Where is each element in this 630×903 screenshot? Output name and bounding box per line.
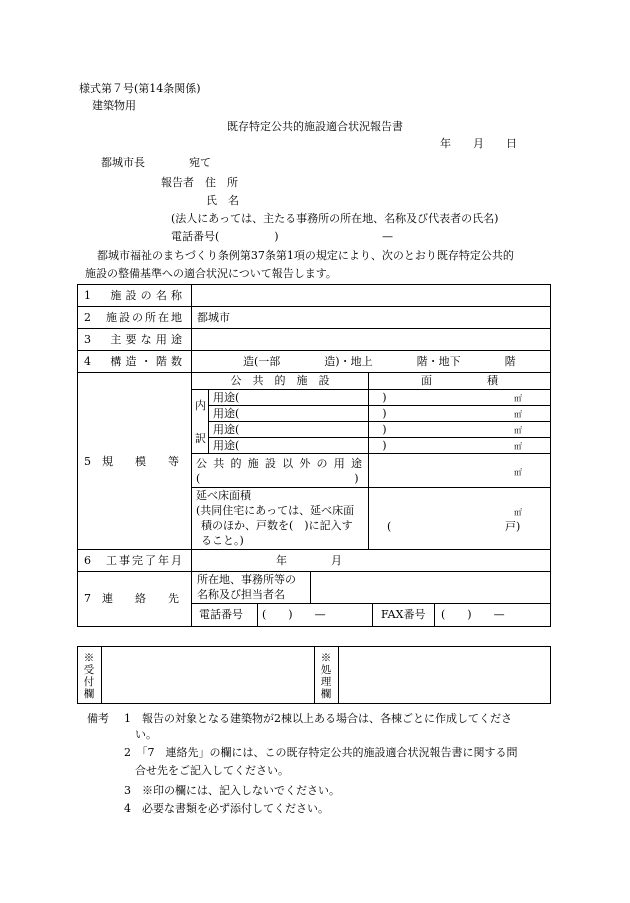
- intro-line-2: 施設の整備基準への適合状況について報告します。: [85, 267, 337, 280]
- sqm-unit: ㎡: [514, 394, 522, 403]
- row-structure-value: 造(一部 造)・地上 階・地下 階: [243, 355, 516, 368]
- use-item: 用途( ): [213, 407, 387, 420]
- addressee: 都城市長 宛て: [101, 156, 211, 169]
- contact-phone-label: 電話番号: [199, 608, 243, 621]
- reporter-address-label: 報告者 住 所: [161, 176, 238, 189]
- contact-phone-value: ( ) —: [262, 608, 326, 621]
- contact-fax-label: FAX番号: [381, 608, 426, 621]
- notes-label: 備考: [87, 712, 109, 725]
- floor-area-line: 積のほか、戸数を( )に記入す: [201, 519, 353, 532]
- scale-header-facility: 公 共 的 施 設: [230, 374, 330, 387]
- corporate-note: (法人にあっては、主たる事務所の所在地、名称及び代表者の氏名): [171, 212, 499, 225]
- scale-header-area: 面 積: [421, 374, 498, 387]
- use-item: 用途( ): [213, 423, 387, 436]
- breakdown-label-2: 訳: [195, 432, 206, 445]
- note-1: 1 報告の対象となる建築物が2棟以上ある場合は、各棟ごとに作成してくださ: [124, 712, 512, 725]
- intro-line-1: 都城市福祉のまちづくり条例第37条第1項の規定により、次のとおり既存特定公共的: [97, 249, 514, 262]
- floor-area-line: ること。): [201, 534, 244, 547]
- units-close: 戸): [505, 520, 521, 533]
- note-3: 3 ※印の欄には、記入しないでください。: [124, 784, 340, 797]
- row-scale-label: 5 規 模 等: [84, 455, 179, 468]
- page-title: 既存特定公共的施設適合状況報告書: [227, 120, 403, 133]
- form-type: 建築物用: [92, 99, 136, 112]
- contact-fax-value: ( ) —: [441, 608, 505, 621]
- reporter-phone-label: 電話番号( ): [171, 230, 279, 243]
- note-1-continued: い。: [135, 728, 157, 741]
- date-line: 年 月 日: [440, 137, 517, 150]
- reporter-phone-dash: —: [382, 230, 393, 243]
- row-structure-label: 4 構造・階数: [84, 355, 182, 368]
- floor-area-line: (共同住宅にあっては、延べ床面: [196, 504, 355, 517]
- row-completion-value: 年 月: [276, 554, 342, 567]
- breakdown-label-1: 内: [195, 399, 206, 412]
- reception-column-label: ※受付欄: [83, 652, 95, 700]
- other-use-label: 公共的施設以外の用途: [196, 457, 362, 470]
- contact-person-line-1: 所在地、事務所等の: [197, 573, 296, 586]
- units-open-paren: (: [387, 520, 392, 533]
- sqm-unit: ㎡: [514, 468, 522, 477]
- row-facility-location-label: 2 施設の所在地: [84, 311, 182, 324]
- form-number: 様式第７号(第14条関係): [79, 82, 201, 95]
- sqm-unit: ㎡: [514, 426, 522, 435]
- sqm-unit: ㎡: [514, 508, 522, 517]
- use-item: 用途( ): [213, 391, 387, 404]
- floor-area-line: 延べ床面積: [196, 489, 251, 502]
- contact-person-line-2: 名称及び担当者名: [197, 588, 285, 601]
- row-main-use-label: 3 主要な用途: [84, 333, 182, 346]
- row-facility-name-label: 1 施設の名称: [84, 289, 182, 302]
- other-use-paren: ( ): [196, 472, 359, 485]
- sqm-unit: ㎡: [514, 410, 522, 419]
- row-contact-label: 7 連 絡 先: [84, 592, 179, 605]
- note-4: 4 必要な書類を必ず添付してください。: [124, 802, 329, 815]
- processing-column-label: ※処理欄: [320, 652, 332, 700]
- note-2-continued: 合せ先をご記入してください。: [135, 764, 289, 777]
- sqm-unit: ㎡: [514, 442, 522, 451]
- row-completion-label: 6 工事完了年月: [84, 554, 182, 567]
- use-item: 用途( ): [213, 439, 387, 452]
- row-facility-location-value: 都城市: [197, 311, 230, 324]
- reporter-name-label: 氏 名: [206, 194, 239, 207]
- note-2: 2 「7 連絡先」の欄には、この既存特定公共的施設適合状況報告書に関する問: [124, 746, 518, 759]
